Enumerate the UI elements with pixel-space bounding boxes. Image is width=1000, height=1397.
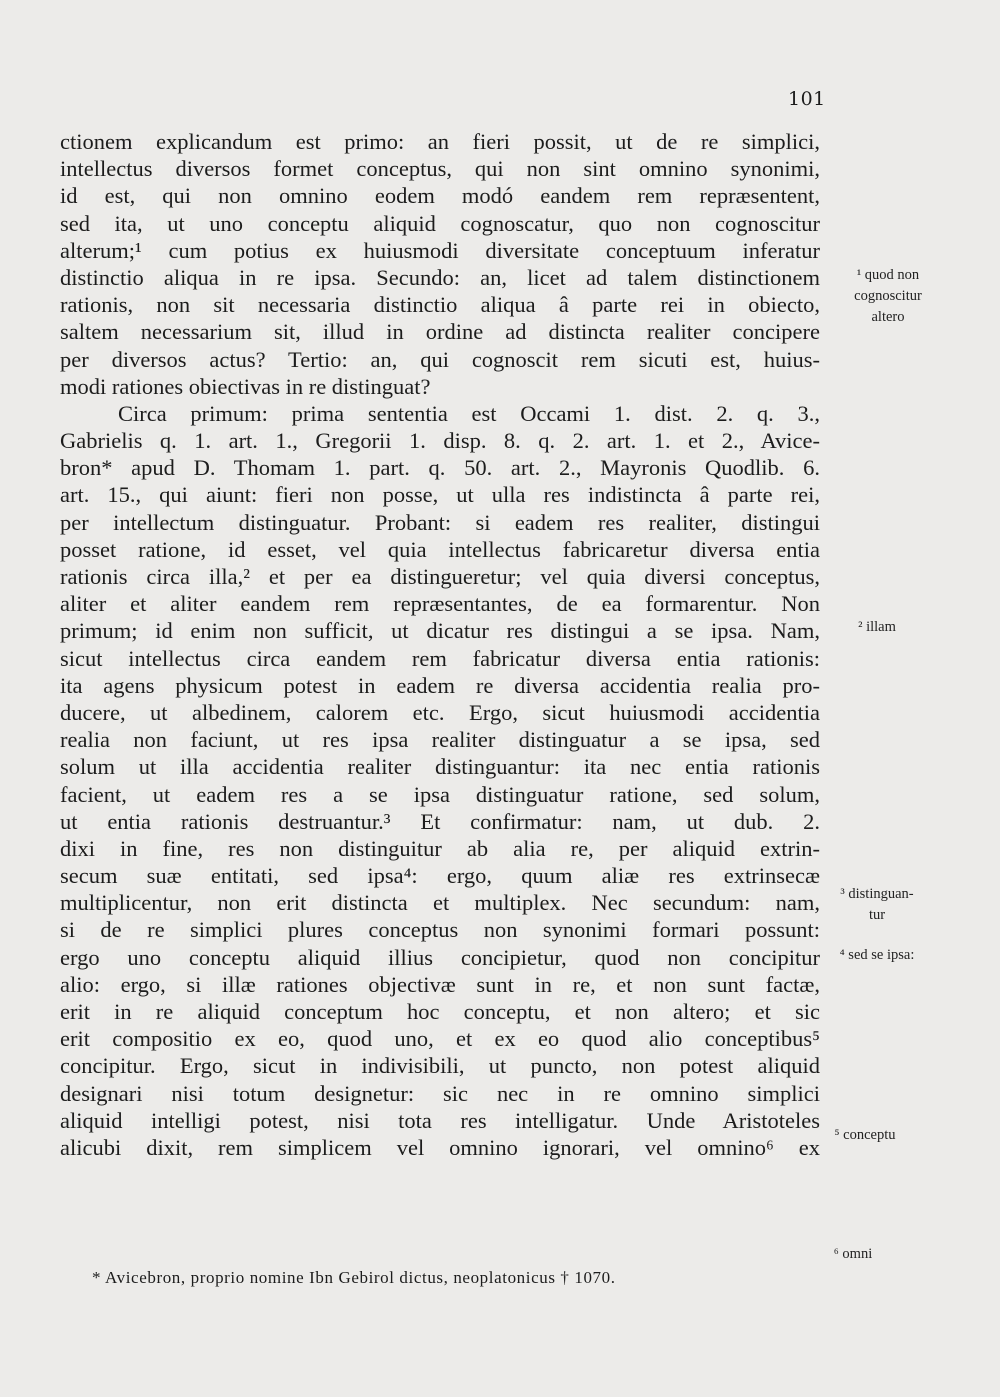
text-line: ducere, ut albedinem, calorem etc. Ergo, sicut huiusmodi accidentia bbox=[60, 699, 820, 725]
text-line: alio: ergo, si illæ rationes objectivæ sunt in re, et non sunt factæ, bbox=[60, 971, 820, 997]
text-line: sicut intellectus circa eandem rem fabricatur diversa entia rationis: bbox=[60, 645, 820, 671]
text-line: rationis circa illa,² et per ea distingueretur; vel quia diversi conceptus, bbox=[60, 564, 820, 589]
text-line: saltem necessarium sit, illud in ordine ad distincta realiter concipere bbox=[60, 319, 820, 345]
margin-note-3-line: ³ distinguan- bbox=[840, 886, 914, 902]
text-line: distinctio aliqua in re ipsa. Secundo: an, licet ad talem distinctionem bbox=[60, 264, 820, 290]
text-line: multiplicentur, non erit distincta et multiplex. Nec secundum: nam, bbox=[60, 890, 820, 916]
page-number: 101 bbox=[788, 88, 826, 110]
text-line: art. 15., qui aiunt: fieri non posse, ut ulla res indistincta â parte rei, bbox=[60, 482, 820, 508]
text-line: Gabrielis q. 1. art. 1., Gregorii 1. disp. 8. q. 2. art. 1. et 2., Avice- bbox=[60, 428, 820, 454]
text-line: si de re simplici plures conceptus non synonimi formari possunt: bbox=[60, 917, 820, 943]
text-line: sed ita, ut uno conceptu aliquid cognoscatur, quo non cognoscitur bbox=[60, 210, 820, 236]
margin-note-4: ⁴ sed se ipsa: bbox=[839, 947, 915, 963]
text-line: Circa primum: prima sententia est Occami 1. dist. 2. q. 3., bbox=[118, 400, 820, 426]
text-line: rationis, non sit necessaria distinctio aliqua â parte rei in obiecto, bbox=[60, 292, 820, 318]
margin-note-1-line: ¹ quod non bbox=[856, 267, 920, 283]
text-line: ergo uno conceptu aliquid illius concipietur, quod non concipitur bbox=[60, 944, 820, 970]
margin-note-1 bbox=[842, 265, 934, 328]
body-text bbox=[60, 128, 820, 1161]
text-line: id est, qui non omnino eodem modó eandem rem repræsentent, bbox=[60, 183, 820, 209]
text-line: dixi in fine, res non distinguitur ab alia re, per aliquid extrin- bbox=[60, 835, 820, 861]
text-line: intellectus diversos formet conceptus, qui non sint omnino synonimi, bbox=[60, 156, 820, 182]
text-line: ita agens physicum potest in eadem re diversa accidentia realia pro- bbox=[60, 672, 820, 698]
margin-note-5: ⁵ conceptu bbox=[834, 1127, 896, 1143]
text-line: alterum;¹ cum potius ex huiusmodi diversitate conceptuum inferatur bbox=[60, 237, 820, 263]
margin-note-3 bbox=[818, 884, 936, 926]
text-line: aliter et aliter eandem rem repræsentantes, de ea formarentur. Non bbox=[60, 591, 820, 617]
text-line: aliquid intelligi potest, nisi tota res intelligatur. Unde Aristoteles bbox=[60, 1107, 820, 1133]
text-line: modi rationes obiectivas in re distinguat? bbox=[60, 373, 431, 399]
margin-note-3-line: tur bbox=[868, 907, 886, 923]
text-line: per diversos actus? Tertio: an, qui cognoscit rem sicuti est, huius- bbox=[60, 346, 820, 372]
text-line: posset ratione, id esset, vel quia intellectus fabricaretur diversa entia bbox=[60, 536, 820, 562]
text-line: secum suæ entitati, sed ipsa⁴: ergo, quum aliæ res extrinsecæ bbox=[60, 863, 820, 889]
margin-note-2: ² illam bbox=[858, 619, 896, 635]
text-line: per intellectum distinguatur. Probant: si eadem res realiter, distingui bbox=[60, 509, 820, 535]
margin-note-1-line: cognoscitur bbox=[854, 288, 922, 304]
text-line: designari nisi totum designetur: sic nec in re omnino simplici bbox=[60, 1080, 820, 1106]
text-line: solum ut illa accidentia realiter distinguantur: ita nec entia rationis bbox=[60, 754, 820, 780]
footnote: * Avicebron, proprio nomine Ibn Gebirol dictus, neoplatonicus † 1070. bbox=[92, 1268, 616, 1287]
margin-note-1-line: altero bbox=[871, 309, 905, 325]
text-line: primum; id enim non sufficit, ut dicatur res distingui a se ipsa. Nam, bbox=[60, 618, 820, 644]
text-line: ctionem explicandum est primo: an fieri possit, ut de re simplici, bbox=[60, 129, 820, 154]
text-line: erit in re aliquid conceptum hoc conceptu, et non altero; et sic bbox=[60, 999, 820, 1024]
text-line: alicubi dixit, rem simplicem vel omnino ignorari, vel omnino⁶ ex bbox=[60, 1134, 820, 1160]
text-line: erit compositio ex eo, quod uno, et ex eo quod alio conceptibus⁵ bbox=[60, 1026, 820, 1052]
text-line: facient, ut eadem res a se ipsa distinguatur ratione, sed solum, bbox=[60, 781, 820, 807]
margin-note-6: ⁶ omni bbox=[833, 1246, 873, 1262]
text-line: ut entia rationis destruantur.³ Et confirmatur: nam, ut dub. 2. bbox=[60, 808, 820, 834]
text-line: bron* apud D. Thomam 1. part. q. 50. art. 2., Mayronis Quodlib. 6. bbox=[60, 455, 820, 481]
text-line: concipitur. Ergo, sicut in indivisibili, ut puncto, non potest aliquid bbox=[60, 1053, 820, 1079]
text-line: realia non faciunt, ut res ipsa realiter distinguatur a se ipsa, sed bbox=[60, 727, 820, 753]
